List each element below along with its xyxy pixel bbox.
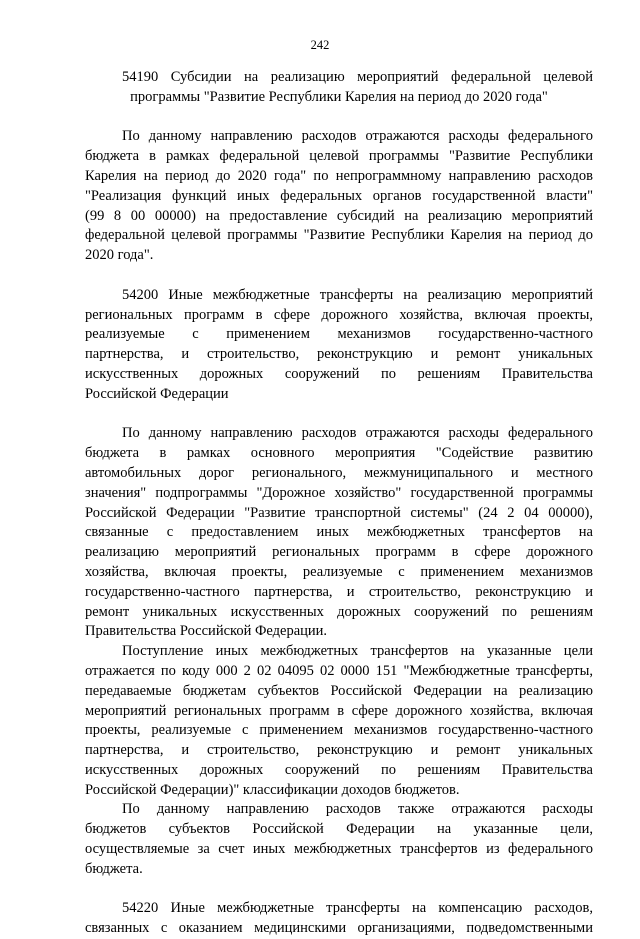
- section-54190-body: [85, 127, 593, 266]
- paragraph-gap: [85, 108, 593, 128]
- section-54200-body: [85, 424, 593, 879]
- text-line: бюджетов субъектов Российской Федерации на указанные цели,: [85, 821, 593, 838]
- text-line: 54220 Иные межбюджетные трансферты на компенсацию расходов,: [122, 900, 593, 917]
- text-line: По данному направлению расходов отражаются расходы федерального: [122, 128, 593, 145]
- text-line: программы "Развитие Республики Карелия на период до 2020 года": [130, 88, 548, 105]
- text-line: искусственных дорожных сооружений по решениям Правительства: [85, 365, 593, 382]
- text-line: значения" подпрограммы "Дорожное хозяйство" государственной программы: [85, 484, 593, 501]
- text-line: Российской Федерации: [85, 385, 229, 402]
- text-line: партнерства, и строительство, реконструкцию и ремонт уникальных: [85, 346, 593, 363]
- document-body: [85, 68, 593, 939]
- text-line: Российской Федерации)" классификации доходов бюджетов.: [85, 781, 460, 798]
- text-line: (99 8 00 00000) на предоставление субсидий на реализацию мероприятий: [85, 207, 593, 224]
- section-54190-heading: [85, 68, 593, 108]
- text-line: хозяйства, включая проекты, реализуемые с применением механизмов: [85, 563, 593, 580]
- text-line: автомобильных дорог регионального, межмуниципального и местного: [85, 464, 593, 481]
- text-line: 2020 года".: [85, 247, 154, 264]
- text-line: 54200 Иные межбюджетные трансферты на реализацию мероприятий: [122, 286, 593, 303]
- text-line: бюджета в рамках основного мероприятия "Содействие развитию: [85, 445, 593, 462]
- text-line: бюджета.: [85, 860, 143, 877]
- text-line: передаваемые бюджетам субъектов Российской Федерации на реализацию: [85, 682, 593, 699]
- text-line: проекты, реализуемые с применением механизмов государственно-частного: [85, 722, 593, 739]
- paragraph-gap: [85, 405, 593, 425]
- text-line: отражается по коду 000 2 02 04095 02 0000 151 "Межбюджетные трансферты,: [85, 662, 593, 679]
- text-line: 54190 Субсидии на реализацию мероприятий федеральной целевой: [122, 69, 593, 85]
- text-line: По данному направлению расходов также отражаются расходы: [122, 801, 593, 818]
- text-line: осуществляемые за счет иных межбюджетных трансфертов из федерального: [85, 841, 593, 858]
- section-54200-heading: [85, 286, 593, 405]
- section-54220-heading: [85, 899, 593, 939]
- text-line: По данному направлению расходов отражаются расходы федерального: [122, 425, 593, 442]
- text-line: связанные с предоставлением иных межбюджетных трансфертов на: [85, 524, 593, 541]
- text-line: федеральной целевой программы "Развитие Республики Карелия на период до: [85, 227, 593, 244]
- text-line: ремонт уникальных искусственных дорожных сооружений по решениям: [85, 603, 593, 620]
- text-line: Карелия на период до 2020 года" по непрограммному направлению расходов: [85, 167, 593, 184]
- paragraph-gap: [85, 880, 593, 900]
- text-line: партнерства, и строительство, реконструкцию и ремонт уникальных: [85, 742, 593, 759]
- text-line: реализуемые с применением механизмов государственно-частного: [85, 326, 593, 343]
- text-line: Правительства Российской Федерации.: [85, 623, 328, 640]
- text-line: искусственных дорожных сооружений по решениям Правительства: [85, 761, 593, 778]
- page-number: 242: [310, 38, 330, 52]
- text-line: "Реализация функций иных федеральных органов государственной власти": [85, 187, 593, 204]
- text-line: бюджета в рамках федеральной целевой программы "Развитие Республики: [85, 148, 593, 165]
- text-line: региональных программ в сфере дорожного хозяйства, включая проекты,: [85, 306, 593, 323]
- text-line: реализацию мероприятий региональных программ в сфере дорожного: [85, 544, 593, 561]
- text-line: связанных с оказанием медицинскими организациями, подведомственными: [85, 920, 593, 937]
- text-line: Поступление иных межбюджетных трансфертов на указанные цели: [122, 643, 593, 660]
- paragraph-gap: [85, 266, 593, 286]
- text-line: мероприятий региональных программ в сфере дорожного хозяйства, включая: [85, 702, 593, 719]
- text-line: государственно-частного партнерства, и строительство, реконструкцию и: [85, 583, 593, 600]
- text-line: Российской Федерации "Развитие транспортной системы" (24 2 04 00000),: [85, 504, 593, 521]
